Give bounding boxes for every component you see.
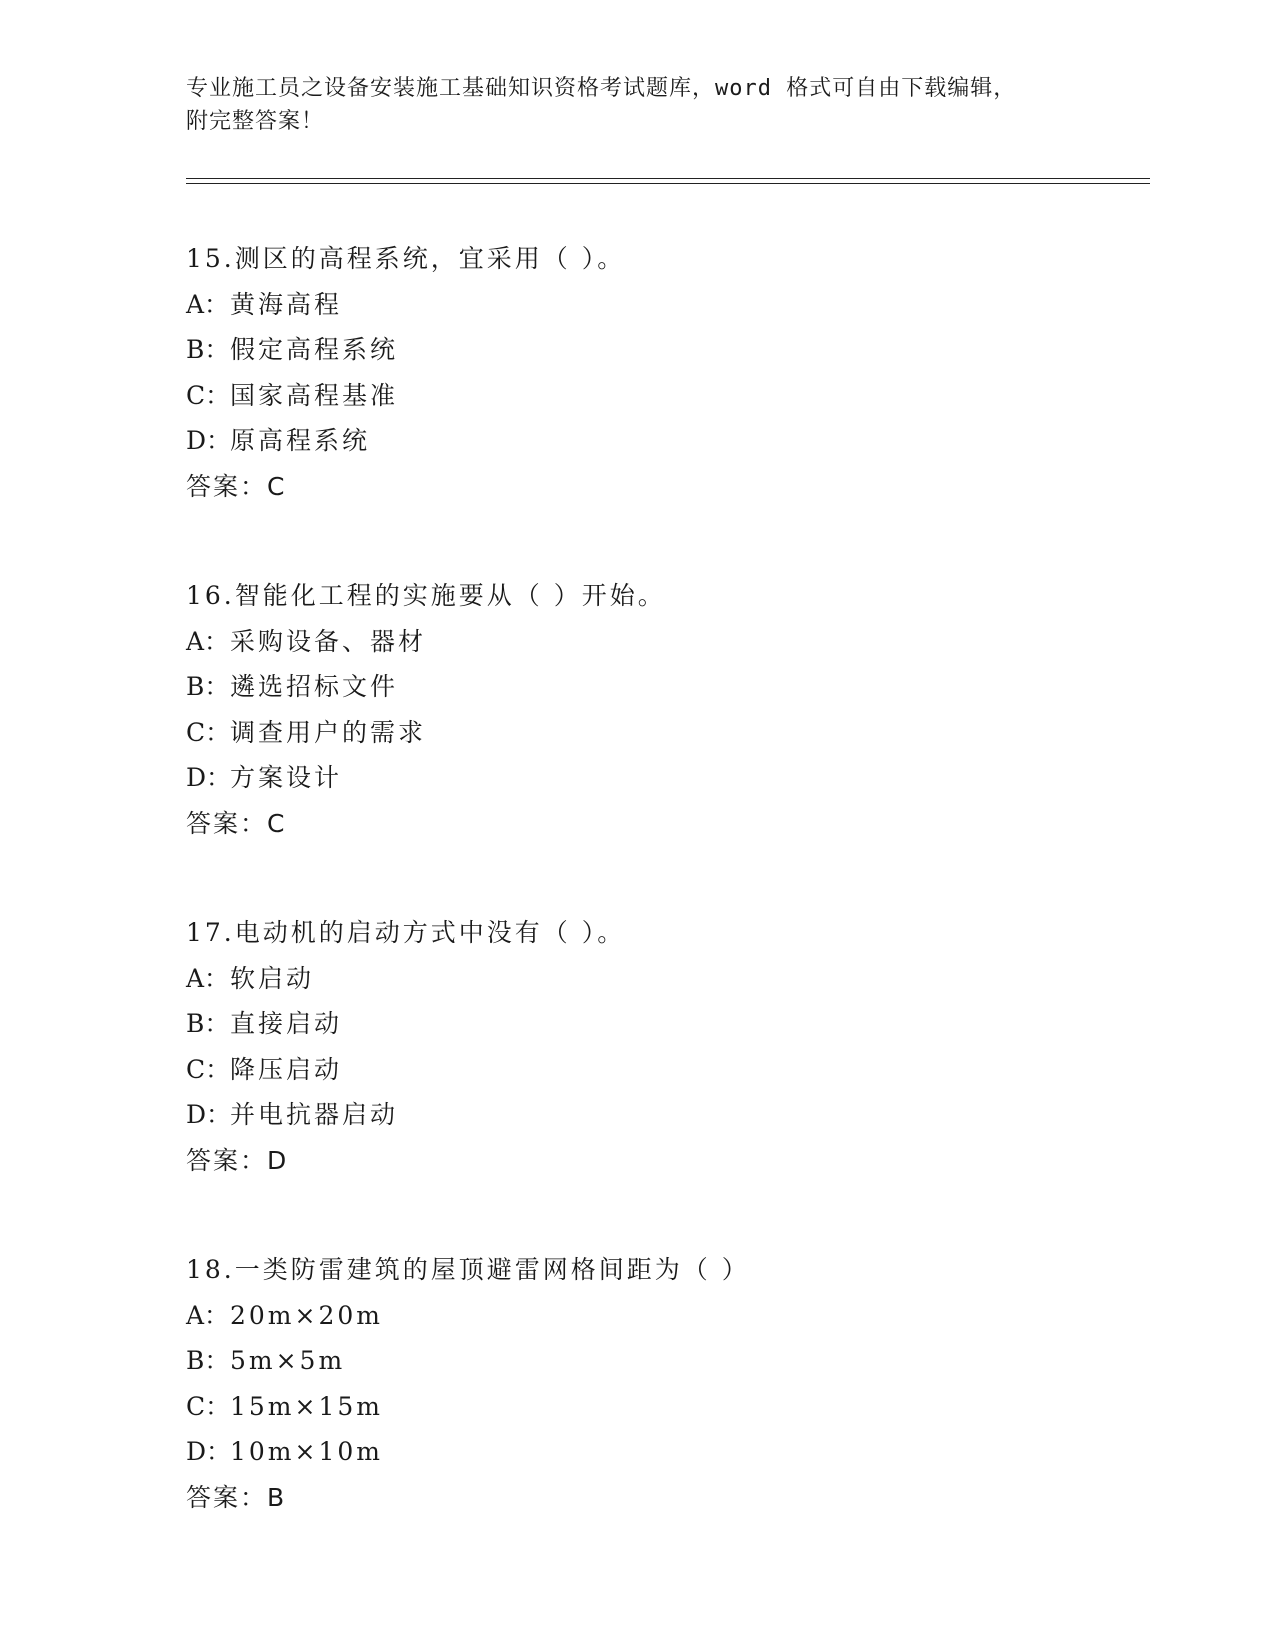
answer-line [186, 1138, 1150, 1184]
option-text: 20m×20m [230, 1300, 383, 1330]
question-16 [186, 573, 1150, 846]
header-divider-bottom [186, 183, 1150, 184]
option-text: 假定高程系统 [230, 335, 399, 364]
option-key: A： [186, 626, 230, 656]
answer-label: 答案： [186, 808, 268, 838]
option-text: 并电抗器启动 [230, 1100, 399, 1129]
option-d [186, 755, 1150, 801]
option-c [186, 1384, 1150, 1430]
answer-line [186, 801, 1150, 847]
option-text: 15m×15m [230, 1391, 383, 1421]
option-key: D： [186, 1100, 232, 1129]
option-key: A： [186, 1300, 230, 1330]
option-a [186, 1293, 1150, 1339]
question-stem: 18.一类防雷建筑的屋顶避雷网格间距为（ ） [186, 1255, 750, 1284]
option-text: 原高程系统 [230, 426, 371, 455]
header-divider-top [186, 178, 1150, 179]
header-line-2: 附完整答案！ [186, 109, 325, 134]
option-text: 5m×5m [230, 1346, 346, 1375]
document-header [186, 72, 1086, 138]
option-text: 调查用户的需求 [230, 717, 427, 747]
option-text: 黄海高程 [230, 289, 343, 319]
option-d [186, 1429, 1150, 1475]
option-text: 直接启动 [230, 1009, 343, 1038]
option-key: C： [186, 380, 231, 410]
option-d [186, 418, 1150, 464]
question-15 [186, 236, 1150, 509]
option-text: 软启动 [230, 963, 315, 993]
option-text: 10m×10m [230, 1437, 383, 1466]
option-d [186, 1092, 1150, 1138]
option-text: 国家高程基准 [230, 380, 399, 410]
option-key: D： [186, 426, 232, 455]
question-stem: 17.电动机的启动方式中没有（ ）。 [186, 918, 626, 947]
option-c [186, 710, 1150, 756]
option-text: 采购设备、器材 [230, 626, 427, 656]
option-text: 遴选招标文件 [230, 672, 399, 701]
option-text: 降压启动 [230, 1054, 343, 1084]
answer-value: D [267, 1145, 288, 1175]
header-line-1: 专业施工员之设备安装施工基础知识资格考试题库，word 格式可自由下载编辑， [186, 76, 1017, 101]
option-c [186, 373, 1150, 419]
answer-value: C [267, 808, 286, 838]
option-key: B： [186, 1346, 230, 1375]
answer-line [186, 464, 1150, 510]
option-a [186, 956, 1150, 1002]
option-c [186, 1047, 1150, 1093]
option-key: D： [186, 763, 232, 792]
option-a [186, 282, 1150, 328]
option-key: C： [186, 717, 231, 747]
option-key: A： [186, 289, 230, 319]
answer-label: 答案： [186, 471, 268, 501]
answer-value: B [267, 1482, 286, 1512]
answer-value: C [267, 471, 286, 501]
question-17 [186, 910, 1150, 1183]
option-key: A： [186, 963, 230, 993]
option-b [186, 664, 1150, 710]
option-key: B： [186, 1009, 230, 1038]
option-b [186, 1338, 1150, 1384]
answer-label: 答案： [186, 1145, 268, 1175]
option-key: C： [186, 1054, 231, 1084]
option-key: C： [186, 1391, 231, 1421]
question-18 [186, 1247, 1150, 1520]
option-b [186, 327, 1150, 373]
question-stem: 15.测区的高程系统，宜采用（ ）。 [186, 244, 626, 273]
question-stem: 16.智能化工程的实施要从（ ）开始。 [186, 581, 666, 610]
option-b [186, 1001, 1150, 1047]
answer-label: 答案： [186, 1482, 268, 1512]
option-key: D： [186, 1437, 232, 1466]
option-text: 方案设计 [230, 763, 343, 792]
answer-line [186, 1475, 1150, 1521]
option-a [186, 619, 1150, 665]
question-list [186, 236, 1150, 1584]
option-key: B： [186, 335, 230, 364]
option-key: B： [186, 672, 230, 701]
